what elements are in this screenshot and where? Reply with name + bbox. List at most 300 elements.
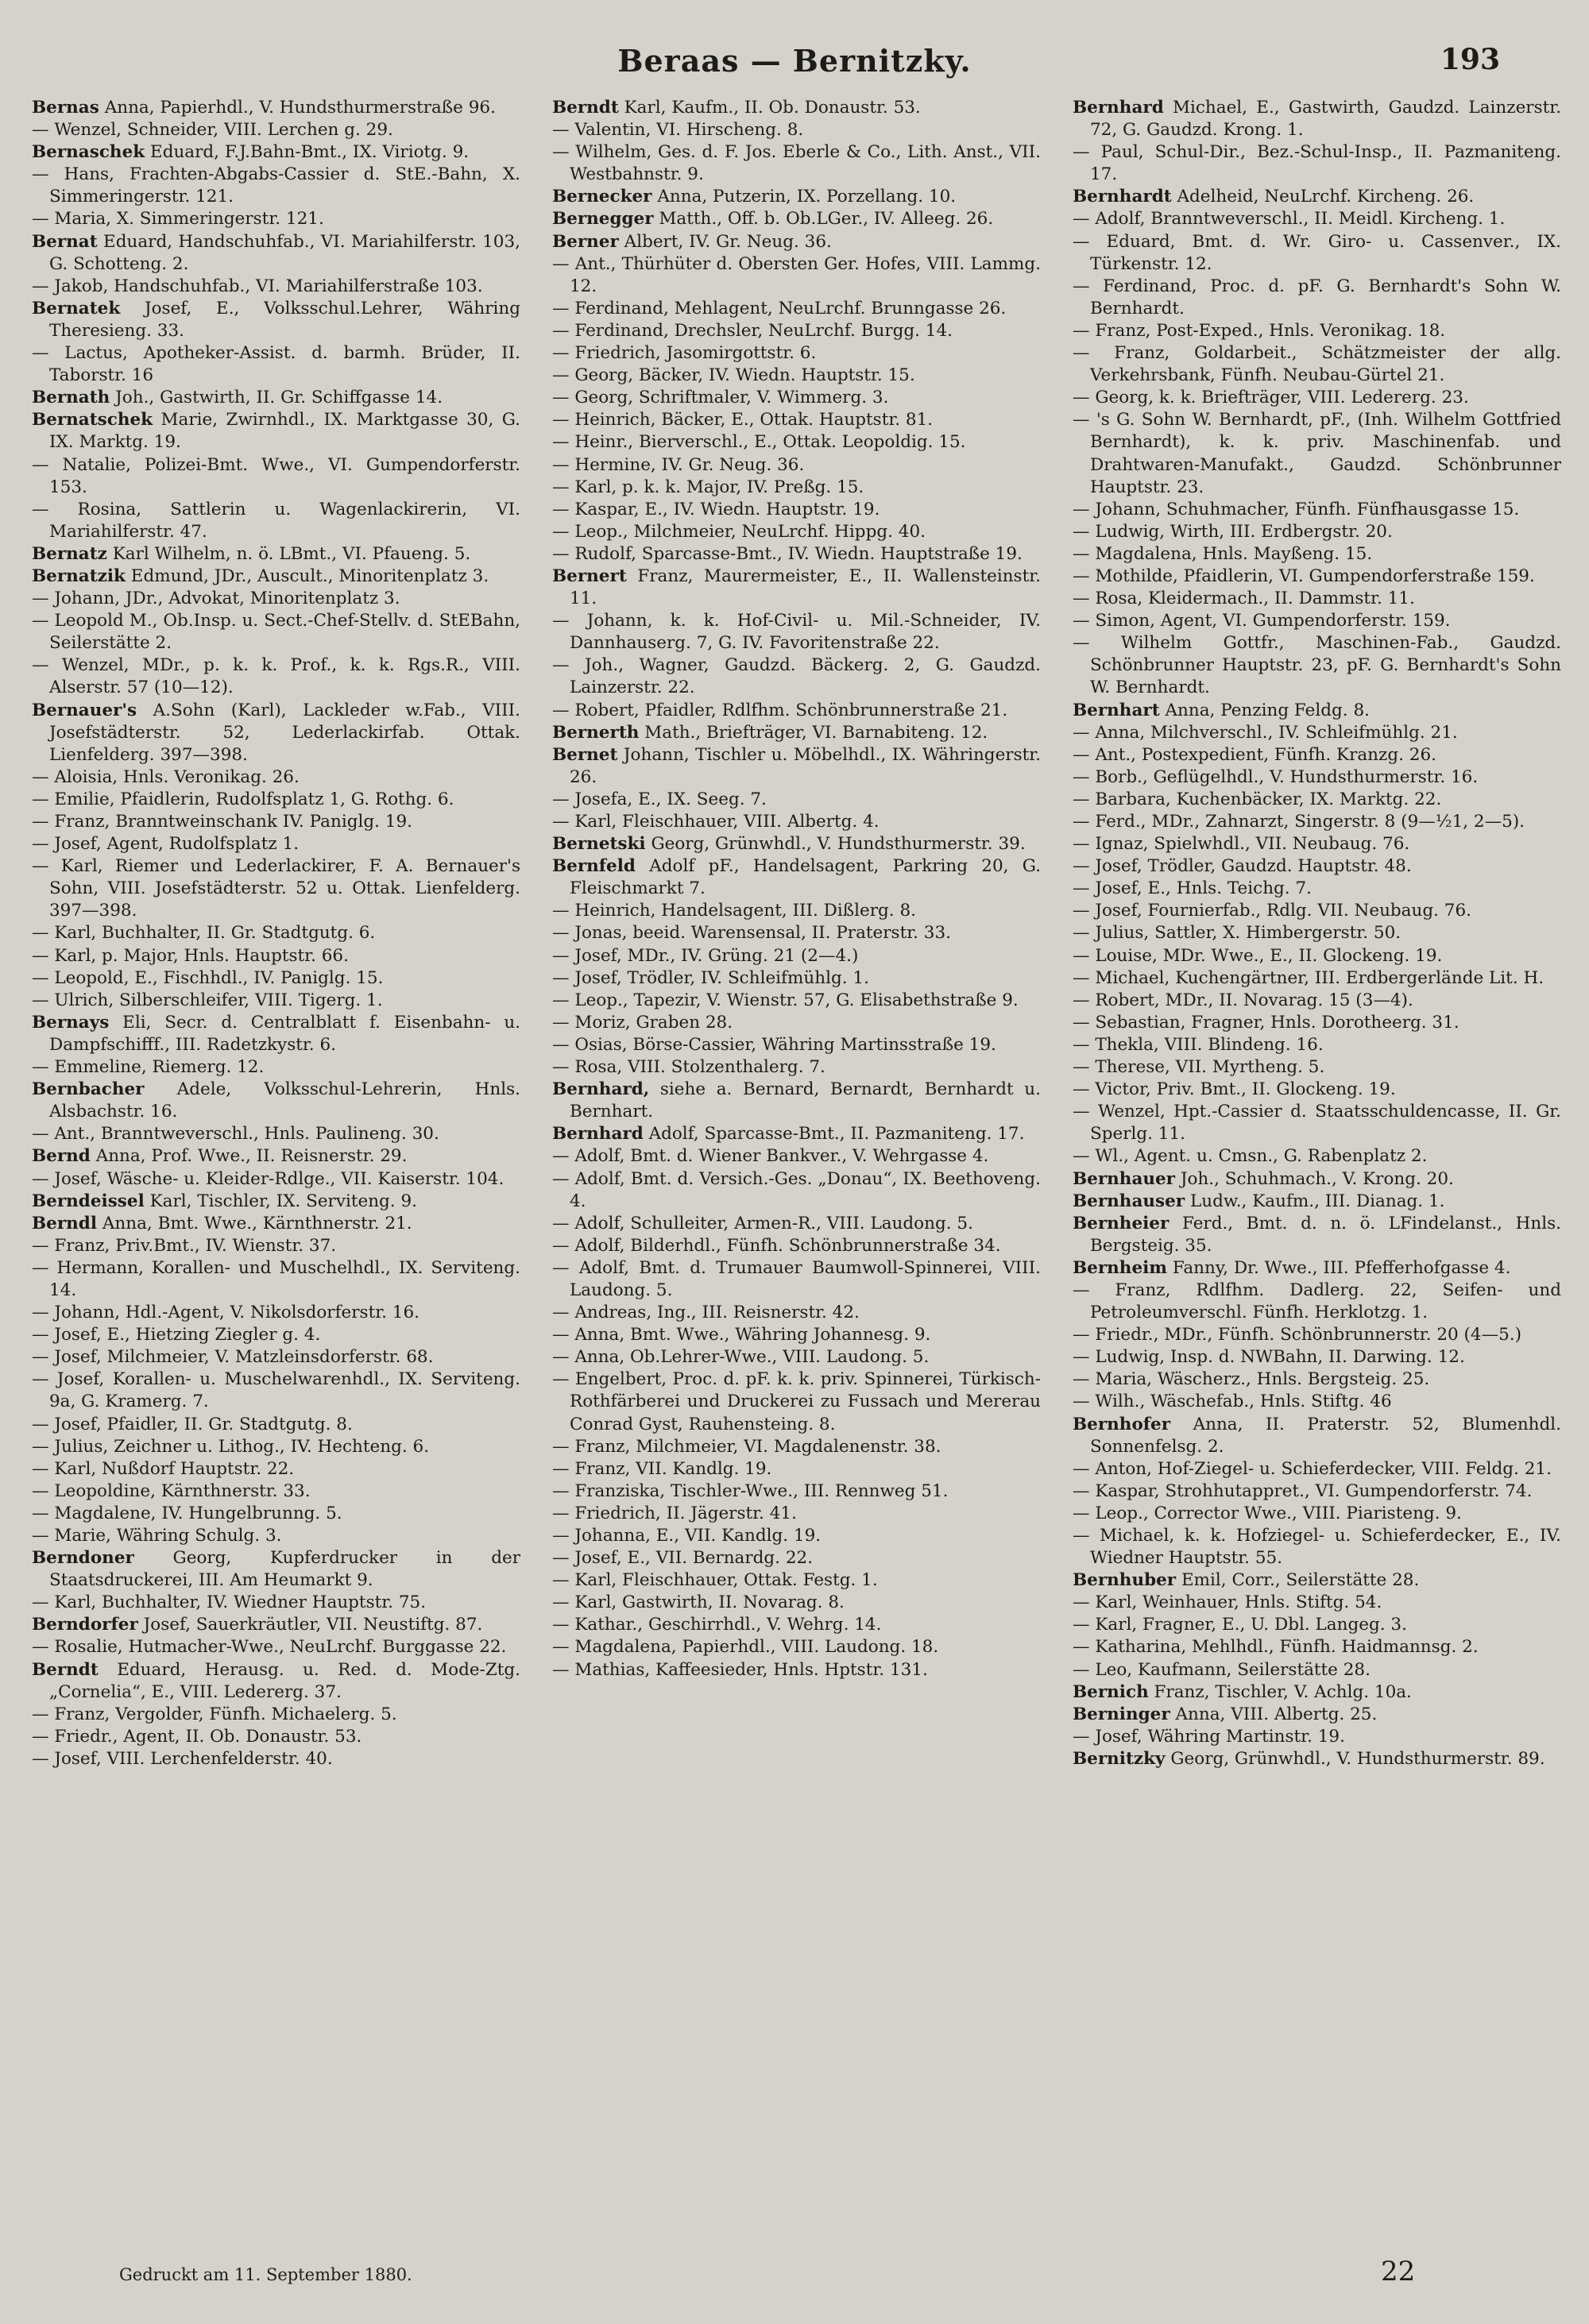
directory-entry [552,521,1041,543]
entry-text: — Josef, Trödler, Gaudzd. Hauptstr. 48. [1073,856,1412,877]
directory-entry [1073,1636,1561,1658]
directory-entry [32,967,520,990]
directory-entry [552,722,1041,744]
entry-text: — Rudolf, Sparcasse-Bmt., IV. Wiedn. Hauptstraße 19. [552,543,1023,564]
directory-entry [32,409,520,454]
entry-surname: Bernbacher [32,1079,145,1100]
directory-entry [32,97,520,119]
entry-text: — Adolf, Schulleiter, Armen-R., VIII. Laudong. 5. [552,1213,973,1233]
directory-entry [552,990,1041,1012]
directory-entry [32,1436,520,1458]
directory-entry [32,543,520,566]
entry-text: — Rosa, Kleidermach., II. Dammstr. 11. [1073,589,1415,609]
entry-text: — Franz, Rdlfhm. Dadlerg. 22, Seifen- und Petroleumverschl. Fünfh. Herklotzg. 1. [1073,1280,1561,1323]
directory-entry [552,454,1041,477]
entry-surname: Bernecker [552,187,652,207]
directory-entry [32,1056,520,1079]
directory-entry [1073,1213,1561,1257]
directory-entry [1073,700,1561,722]
entry-text: — Anna, Bmt. Wwe., Währing Johannesg. 9. [552,1325,931,1345]
entry-text: Ludw., Kaufm., III. Dianag. 1. [1189,1191,1445,1211]
directory-entry [552,1034,1041,1056]
directory-entry [32,1079,520,1123]
directory-entry [1073,342,1561,387]
directory-entry [1073,1369,1561,1391]
entry-surname: Bernd [32,1146,91,1167]
entry-text: — Wilh., Wäschefab., Hnls. Stiftg. 46 [1073,1392,1392,1412]
entry-text: — Adolf, Bmt. d. Wiener Bankver., V. Wehrgasse 4. [552,1146,989,1167]
entry-text: — 's G. Sohn W. Bernhardt, pF., (Inh. Wilhelm Gottfried Bernhardt), k. k. priv. Maschinenfab. und Drahtwaren-Manufakt., Gaudzd. Schönbrunner Hauptstr. 23. [1073,410,1561,497]
entry-text: — Karl, Fleischhauer, Ottak. Festg. 1. [552,1570,878,1591]
entry-text: — Hermann, Korallen- und Muschelhdl., IX. Serviteng. 14. [32,1257,520,1300]
entry-text: — Heinrich, Bäcker, E., Ottak. Hauptstr. 81. [552,410,934,430]
entry-text: Johann, Tischler u. Möbelhdl., IX. Währingerstr. 26. [570,744,1041,787]
directory-entry [1073,1324,1561,1346]
directory-entry [1073,1168,1561,1191]
directory-entry [1073,878,1561,900]
directory-entry [552,1324,1041,1346]
entry-text: — Ignaz, Spielwhdl., VII. Neubaug. 76. [1073,834,1410,855]
directory-entry [552,477,1041,499]
entry-text: — Ulrich, Silberschleifer, VIII. Tigerg. 1. [32,990,383,1010]
directory-entry [32,566,520,588]
directory-entry [32,1235,520,1257]
directory-entry [32,1346,520,1369]
entry-text: — Rosa, VIII. Stolzenthalerg. 7. [552,1057,825,1078]
directory-entry [1073,208,1561,230]
directory-entry [552,298,1041,320]
directory-entry [1073,1145,1561,1168]
directory-entry [552,1012,1041,1034]
directory-entry [1073,722,1561,744]
entry-text: — Josef, Wäsche- u. Kleider-Rdlge., VII. Kaiserstr. 104. [32,1168,505,1189]
directory-entry [1073,833,1561,855]
entry-surname: Bernert [552,566,627,586]
directory-entry [1073,1525,1561,1569]
entry-text: — Josef, VIII. Lerchenfelderstr. 40. [32,1748,333,1769]
directory-entry [1073,1614,1561,1636]
entry-text: — Julius, Zeichner u. Lithog., IV. Hechteng. 6. [32,1436,430,1457]
entry-surname: Bernheim [1073,1257,1168,1278]
directory-entry [32,1145,520,1168]
entry-text: Karl, Tischler, IX. Serviteng. 9. [149,1191,417,1211]
entry-text: Eli, Secr. d. Centralblatt f. Eisenbahn- u. Dampfschifff., III. Radetzkystr. 6. [49,1012,520,1055]
entry-surname: Bernet [552,744,618,765]
entry-text: — Johann, JDr., Advokat, Minoritenplatz 3. [32,589,400,609]
entry-surname: Berndl [32,1213,98,1233]
entry-text: — Friedrich, Jasomirgottstr. 6. [552,343,817,364]
entry-surname: Bernegger [552,209,654,230]
entry-text: — Eduard, Bmt. d. Wr. Giro- u. Cassenver., IX. Türkenstr. 12. [1073,231,1561,274]
directory-entry [32,1614,520,1636]
entry-text: — Friedr., MDr., Fünfh. Schönbrunnerstr. 20 (4—5.) [1073,1325,1521,1345]
entry-text: — Ludwig, Insp. d. NWBahn, II. Darwing. 12. [1073,1347,1465,1368]
directory-entry [32,833,520,855]
directory-entry [32,700,520,766]
entry-text: — Josefa, E., IX. Seeg. 7. [552,789,767,809]
entry-text: — Georg, Bäcker, IV. Wiedn. Hauptstr. 15. [552,365,915,386]
directory-entry [552,1547,1041,1569]
entry-text: — Michael, k. k. Hofziegel- u. Schieferdecker, E., IV. Wiedner Hauptstr. 55. [1073,1526,1561,1569]
entry-surname: Bernerth [552,722,640,743]
directory-entry [552,1079,1041,1123]
directory-entry [32,499,520,543]
entry-text: — Wenzel, MDr., p. k. k. Prof., k. k. Rgs.R., VIII. Alserstr. 57 (10—12). [32,655,520,698]
entry-surname: Bernhofer [1073,1414,1171,1434]
directory-entry [552,855,1041,900]
entry-text: — Marie, Währing Schulg. 3. [32,1526,282,1546]
entry-text: — Josef, E., Hietzing Ziegler g. 4. [32,1325,321,1345]
entry-text: — Katharina, Mehlhdl., Fünfh. Haidmannsg. 2. [1073,1637,1479,1658]
directory-entry [32,141,520,164]
page-title: Beraas — Bernitzky. [617,43,972,79]
directory-entry [552,141,1041,186]
directory-entry [1073,811,1561,833]
entry-text: Matth., Off. b. Ob.LGer., IV. Alleeg. 26. [659,209,994,230]
directory-entry [32,990,520,1012]
entry-text: — Moriz, Graben 28. [552,1012,733,1033]
entry-text: — Josef, Fournierfab., Rdlg. VII. Neubaug. 76. [1073,901,1471,921]
entry-surname: Bernfeld [552,856,636,877]
directory-entry [32,164,520,208]
directory-entry [32,1369,520,1413]
directory-entry [32,208,520,230]
directory-entry [552,342,1041,365]
entry-text: — Friedrich, II. Jägerstr. 41. [552,1503,797,1523]
entry-text: — Karl, Buchhalter, II. Gr. Stadtgutg. 6. [32,923,376,944]
directory-entry [1073,1257,1561,1280]
entry-text: — Simon, Agent, VI. Gumpendorferstr. 159. [1073,611,1451,631]
directory-entry [32,1748,520,1770]
entry-surname: Bernhard [552,1124,644,1145]
entry-text: Eduard, F.J.Bahn-Bmt., IX. Viriotg. 9. [150,142,470,163]
directory-entry [32,1168,520,1191]
directory-entry [552,1257,1041,1302]
directory-entry [552,1123,1041,1145]
entry-text: Joh., Gastwirth, II. Gr. Schiffgasse 14. [115,388,443,408]
directory-entry [552,231,1041,253]
entry-surname: Bernaschek [32,142,145,163]
entry-text: — Franz, Vergolder, Fünfh. Michaelerg. 5. [32,1704,397,1724]
entry-text: — Kaspar, Strohhutappret., VI. Gumpendorferstr. 74. [1073,1480,1533,1501]
entry-text: — Jonas, beeid. Warensensal, II. Praterstr. 33. [552,923,951,944]
entry-surname: Bernhart [1073,700,1160,720]
entry-surname: Berndt [552,98,619,118]
entry-surname: Bernat [32,231,98,252]
entry-text: — Karl, Buchhalter, IV. Wiedner Hauptstr. 75. [32,1592,427,1613]
directory-entry [552,922,1041,944]
entry-text: — Thekla, VIII. Blindeng. 16. [1073,1034,1324,1055]
directory-entry [1073,922,1561,944]
directory-entry [1073,990,1561,1012]
directory-entry [1073,1012,1561,1034]
entry-text: Anna, Bmt. Wwe., Kärnthnerstr. 21. [102,1213,412,1233]
entry-surname: Bernatek [32,298,121,318]
directory-entry [552,833,1041,855]
entry-text: — Adolf, Branntweverschl., II. Meidl. Kircheng. 1. [1073,209,1506,230]
entry-text: — Engelbert, Proc. d. pF. k. k. priv. Spinnerei, Türkisch-Rothfärberei und Druckerei zu Fussach und Mererau Conrad Gyst, Rauhensteing. 8. [552,1369,1041,1434]
directory-entry [32,119,520,141]
entry-text: — Lactus, Apotheker-Assist. d. barmh. Brüder, II. Taborstr. 16 [32,343,520,386]
directory-entry [1073,744,1561,766]
directory-entry [1073,231,1561,276]
entry-text: — Borb., Geflügelhdl., V. Hundsthurmerstr. 16. [1073,766,1479,787]
directory-entry [1073,1346,1561,1369]
entry-text: Karl Wilhelm, n. ö. LBmt., VI. Pfaueng. 5. [112,543,471,564]
directory-entry [552,610,1041,654]
directory-entry [32,454,520,499]
entry-text: — Franz, VII. Kandlg. 19. [552,1458,772,1479]
directory-entry [552,1503,1041,1525]
directory-entry [32,1213,520,1235]
entry-text: — Karl, Nußdorf Hauptstr. 22. [32,1458,295,1479]
directory-entry [1073,900,1561,922]
sheet-number: 22 [1381,2256,1416,2287]
directory-entry [1073,1391,1561,1413]
page-header [0,38,1589,86]
entry-surname: Bernheier [1073,1213,1170,1233]
entry-text: — Sebastian, Fragner, Hnls. Dorotheerg. 31. [1073,1012,1459,1033]
entry-text: — Leop., Tapezir, V. Wienstr. 57, G. Elisabethstraße 9. [552,990,1019,1010]
directory-entry [1073,855,1561,878]
entry-text: Josef, E., Volksschul.Lehrer, Währing Theresieng. 33. [49,298,520,341]
entry-text: — Victor, Priv. Bmt., II. Glockeng. 19. [1073,1079,1396,1100]
directory-entry [32,1636,520,1658]
entry-text: — Josef, Währing Martinstr. 19. [1073,1726,1345,1747]
directory-entry [1073,141,1561,186]
directory-entry [552,1235,1041,1257]
entry-text: — Paul, Schul-Dir., Bez.-Schul-Insp., II. Pazmaniteng. 17. [1073,142,1561,185]
directory-entry [552,1659,1041,1681]
entry-text: — Michael, Kuchengärtner, III. Erdbergerlände Lit. H. [1073,967,1545,988]
entry-text: — Wenzel, Schneider, VIII. Lerchen g. 29. [32,120,393,141]
directory-entry [552,1145,1041,1168]
directory-entry [32,789,520,811]
entry-text: — Karl, Fleischhauer, VIII. Albertg. 4. [552,812,880,832]
entry-text: — Franziska, Tischler-Wwe., III. Rennweg 51. [552,1480,949,1501]
entry-text: — Anna, Ob.Lehrer-Wwe., VIII. Laudong. 5. [552,1347,930,1368]
entry-text: — Robert, Pfaidler, Rdlfhm. Schönbrunnerstraße 21. [552,700,1008,720]
directory-entry [1073,186,1561,208]
entry-text: — Josef, Agent, Rudolfsplatz 1. [32,834,300,855]
directory-entry [32,1257,520,1302]
entry-text: Anna, Penzing Feldg. 8. [1165,700,1370,720]
entry-text: — Johann, Schuhmacher, Fünfh. Fünfhausgasse 15. [1073,499,1520,519]
directory-entry [552,1056,1041,1079]
entry-text: Eduard, Herausg. u. Red. d. Mode-Ztg. „Cornelia“, E., VIII. Ledererg. 37. [49,1659,520,1702]
entry-text: — Rosina, Sattlerin u. Wagenlackirerin, VI. Mariahilferstr. 47. [32,499,520,542]
directory-entry [32,387,520,409]
entry-text: Georg, Grünwhdl., V. Hundsthurmerstr. 89. [1170,1748,1545,1769]
directory-entry [1073,945,1561,967]
entry-surname: Bernhardt [1073,187,1172,207]
entry-text: — Heinr., Bierverschl., E., Ottak. Leopoldig. 15. [552,432,966,453]
entry-text: — Valentin, VI. Hirscheng. 8. [552,120,804,141]
entry-text: — Kaspar, E., IV. Wiedn. Hauptstr. 19. [552,499,880,519]
entry-text: Anna, Papierhdl., V. Hundsthurmerstraße 96. [104,98,496,118]
entry-text: — Leop., Milchmeier, NeuLrchf. Hippg. 40. [552,521,926,542]
entry-text: — Robert, MDr., II. Novarag. 15 (3—4). [1073,990,1413,1010]
entry-text: — Barbara, Kuchenbäcker, IX. Marktg. 22. [1073,789,1442,809]
directory-entry [552,1302,1041,1324]
directory-entry [1073,1503,1561,1525]
entry-text: — Kathar., Geschirrhdl., V. Wehrg. 14. [552,1615,882,1635]
directory-entry [32,298,520,342]
entry-text: — Rosalie, Hutmacher-Wwe., NeuLrchf. Burggasse 22. [32,1637,507,1658]
entry-text: Georg, Grünwhdl., V. Hundsthurmerstr. 39. [651,834,1026,855]
directory-entry [552,1480,1041,1503]
entry-text: Michael, E., Gastwirth, Gaudzd. Lainzerstr. 72, G. Gaudzd. Krong. 1. [1090,98,1561,141]
directory-entry [32,1726,520,1748]
entry-surname: Bernitzky [1073,1748,1166,1769]
directory-entry [32,1592,520,1614]
entry-surname: Bernetski [552,834,646,855]
entry-surname: Berndt [32,1659,99,1680]
entry-text: — Karl, Riemer und Lederlackirer, F. A. Bernauer's Sohn, VIII. Josefstädterstr. 52 u. Ottak. Lienfelderg. 397—398. [32,856,520,921]
directory-columns [32,97,1561,2218]
entry-text: — Ant., Thürhüter d. Obersten Ger. Hofes, VIII. Lammg. 12. [552,253,1041,296]
entry-text: — Franz, Priv.Bmt., IV. Wienstr. 37. [32,1235,337,1256]
directory-entry [552,1614,1041,1636]
entry-text: — Leo, Kaufmann, Seilerstätte 28. [1073,1659,1371,1680]
entry-text: — Emilie, Pfaidlerin, Rudolfsplatz 1, G. Rothg. 6. [32,789,454,809]
entry-surname: Bernhard [1073,98,1164,118]
entry-text: — Joh., Wagner, Gaudzd. Bäckerg. 2, G. Gaudzd. Lainzerstr. 22. [552,655,1041,698]
entry-text: — Leopold M., Ob.Insp. u. Sect.-Chef-Stellv. d. StEBahn, Seilerstätte 2. [32,611,520,654]
directory-entry [1073,1704,1561,1726]
entry-text: — Karl, p. Major, Hnls. Hauptstr. 66. [32,945,349,966]
entry-surname: Bernauer's [32,700,137,720]
entry-surname: Bernhauer [1073,1168,1176,1189]
entry-text: — Hans, Frachten-Abgabs-Cassier d. StE.-Bahn, X. Simmeringerstr. 121. [32,164,520,207]
entry-text: Adolf pF., Handelsagent, Parkring 20, G. Fleischmarkt 7. [570,856,1041,899]
entry-text: — Johann, k. k. Hof-Civil- u. Mil.-Schneider, IV. Dannhauserg. 7, G. IV. Favoritenstraße 22. [552,611,1041,654]
directory-entry [552,119,1041,141]
entry-text: — Leopold, E., Fischhdl., IV. Paniglg. 15. [32,967,384,988]
directory-entry [32,231,520,276]
entry-text: Adelheid, NeuLrchf. Kircheng. 26. [1177,187,1475,207]
directory-entry [552,1458,1041,1480]
directory-entry [552,1636,1041,1658]
directory-entry [1073,1079,1561,1101]
directory-entry [552,97,1041,119]
directory-entry [1073,1748,1561,1770]
entry-surname: Bernatzik [32,566,126,586]
directory-entry [1073,1592,1561,1614]
directory-entry [552,566,1041,610]
entry-text: Ferd., Bmt. d. n. ö. LFindelanst., Hnls. Bergsteig. 35. [1090,1213,1561,1256]
directory-entry [1073,566,1561,588]
entry-text: Anna, II. Praterstr. 52, Blumenhdl. Sonnenfelsg. 2. [1090,1414,1561,1457]
entry-text: Eduard, Handschuhfab., VI. Mariahilferstr. 103, G. Schotteng. 2. [49,231,520,274]
directory-entry [1073,1034,1561,1056]
entry-text: — Josef, E., VII. Bernardg. 22. [552,1548,814,1569]
directory-entry [1073,610,1561,632]
page-number: 193 [1440,43,1500,76]
directory-entry [552,945,1041,967]
directory-entry [552,1525,1041,1547]
entry-text: — Wilhelm, Ges. d. F. Jos. Eberle & Co., Lith. Anst., VII. Westbahnstr. 9. [552,142,1041,185]
directory-entry [32,1480,520,1503]
directory-entry [32,588,520,610]
entry-text: Franz, Tischler, V. Achlg. 10a. [1154,1681,1412,1702]
directory-entry [32,1012,520,1056]
entry-text: — Ferdinand, Proc. d. pF. G. Bernhardt's Sohn W. Bernhardt. [1073,276,1561,318]
entry-surname: Bernatz [32,543,107,564]
directory-entry [1073,632,1561,699]
directory-entry [1073,1681,1561,1704]
directory-entry [552,409,1041,431]
directory-entry [1073,543,1561,566]
directory-entry [1073,97,1561,141]
directory-entry [1073,1569,1561,1592]
entry-text: — Leop., Corrector Wwe., VIII. Piaristeng. 9. [1073,1503,1462,1523]
entry-text: Math., Briefträger, VI. Barnabiteng. 12. [644,722,988,743]
directory-entry [32,1123,520,1145]
directory-entry [1073,1280,1561,1324]
directory-entry [1073,967,1561,990]
directory-entry [552,1346,1041,1369]
entry-text: — Josef, Pfaidler, II. Gr. Stadtgutg. 8. [32,1414,353,1434]
entry-text: — Maria, Wäscherz., Hnls. Bergsteig. 25. [1073,1369,1430,1390]
entry-text: — Franz, Milchmeier, VI. Magdalenenstr. 38. [552,1436,941,1457]
directory-entry [32,945,520,967]
directory-entry [552,365,1041,387]
entry-text: Franz, Maurermeister, E., II. Wallensteinstr. 11. [570,566,1041,609]
entry-text: — Josef, MDr., IV. Grüng. 21 (2—4.) [552,945,859,966]
entry-surname: Bernhard, [552,1079,650,1100]
entry-text: — Josef, Milchmeier, V. Matzleinsdorferstr. 68. [32,1347,434,1368]
column-2 [552,97,1041,2218]
entry-text: Georg, Kupferdrucker in der Staatsdruckerei, III. Am Heumarkt 9. [49,1548,520,1591]
directory-entry [1073,1056,1561,1079]
entry-text: — Magdalena, Papierhdl., VIII. Laudong. 18. [552,1637,939,1658]
entry-text: — Anton, Hof-Ziegel- u. Schieferdecker, VIII. Feldg. 21. [1073,1458,1552,1479]
entry-text: — Karl, Weinhauer, Hnls. Stiftg. 54. [1073,1592,1382,1613]
entry-surname: Berndoner [32,1548,134,1569]
directory-entry [32,1503,520,1525]
entry-text: — Adolf, Bilderhdl., Fünfh. Schönbrunnerstraße 34. [552,1235,1001,1256]
entry-text: Edmund, JDr., Auscult., Minoritenplatz 3. [130,566,489,586]
entry-text: — Adolf, Bmt. d. Trumauer Baumwoll-Spinnerei, VIII. Laudong. 5. [552,1257,1041,1300]
directory-entry [552,431,1041,454]
entry-surname: Bernas [32,98,99,118]
entry-text: — Julius, Sattler, X. Himbergerstr. 50. [1073,923,1401,944]
directory-entry [1073,1659,1561,1681]
directory-entry [32,855,520,922]
directory-entry [32,1547,520,1592]
entry-text: — Wilhelm Gottfr., Maschinen-Fab., Gaudzd. Schönbrunner Hauptstr. 23, pF. G. Bernhardt's Sohn W. Bernhardt. [1073,633,1561,698]
entry-text: Albert, IV. Gr. Neug. 36. [624,231,832,252]
entry-surname: Berner [552,231,619,252]
directory-entry [32,1458,520,1480]
entry-text: — Louise, MDr. Wwe., E., II. Glockeng. 19. [1073,945,1443,966]
entry-text: Marie, Zwirnhdl., IX. Marktgasse 30, G. IX. Marktg. 19. [49,410,520,453]
directory-entry [1073,1101,1561,1145]
entry-text: — Franz, Post-Exped., Hnls. Veronikag. 18. [1073,320,1446,341]
entry-text: — Ludwig, Wirth, III. Erdbergstr. 20. [1073,521,1393,542]
entry-text: — Karl, Gastwirth, II. Novarag. 8. [552,1592,845,1613]
directory-entry [552,654,1041,699]
entry-surname: Bernich [1073,1681,1149,1702]
directory-entry [552,186,1041,208]
entry-text: siehe a. Bernard, Bernardt, Bernhardt u. Bernhart. [570,1079,1041,1122]
entry-text: — Emmeline, Riemerg. 12. [32,1057,265,1078]
entry-text: — Leopoldine, Kärnthnerstr. 33. [32,1480,311,1501]
entry-text: Adolf, Sparcasse-Bmt., II. Pazmaniteng. 17. [648,1124,1025,1145]
entry-text: — Mothilde, Pfaidlerin, VI. Gumpendorferstraße 159. [1073,566,1535,586]
entry-text: — Magdalena, Hnls. Mayßeng. 15. [1073,543,1373,564]
